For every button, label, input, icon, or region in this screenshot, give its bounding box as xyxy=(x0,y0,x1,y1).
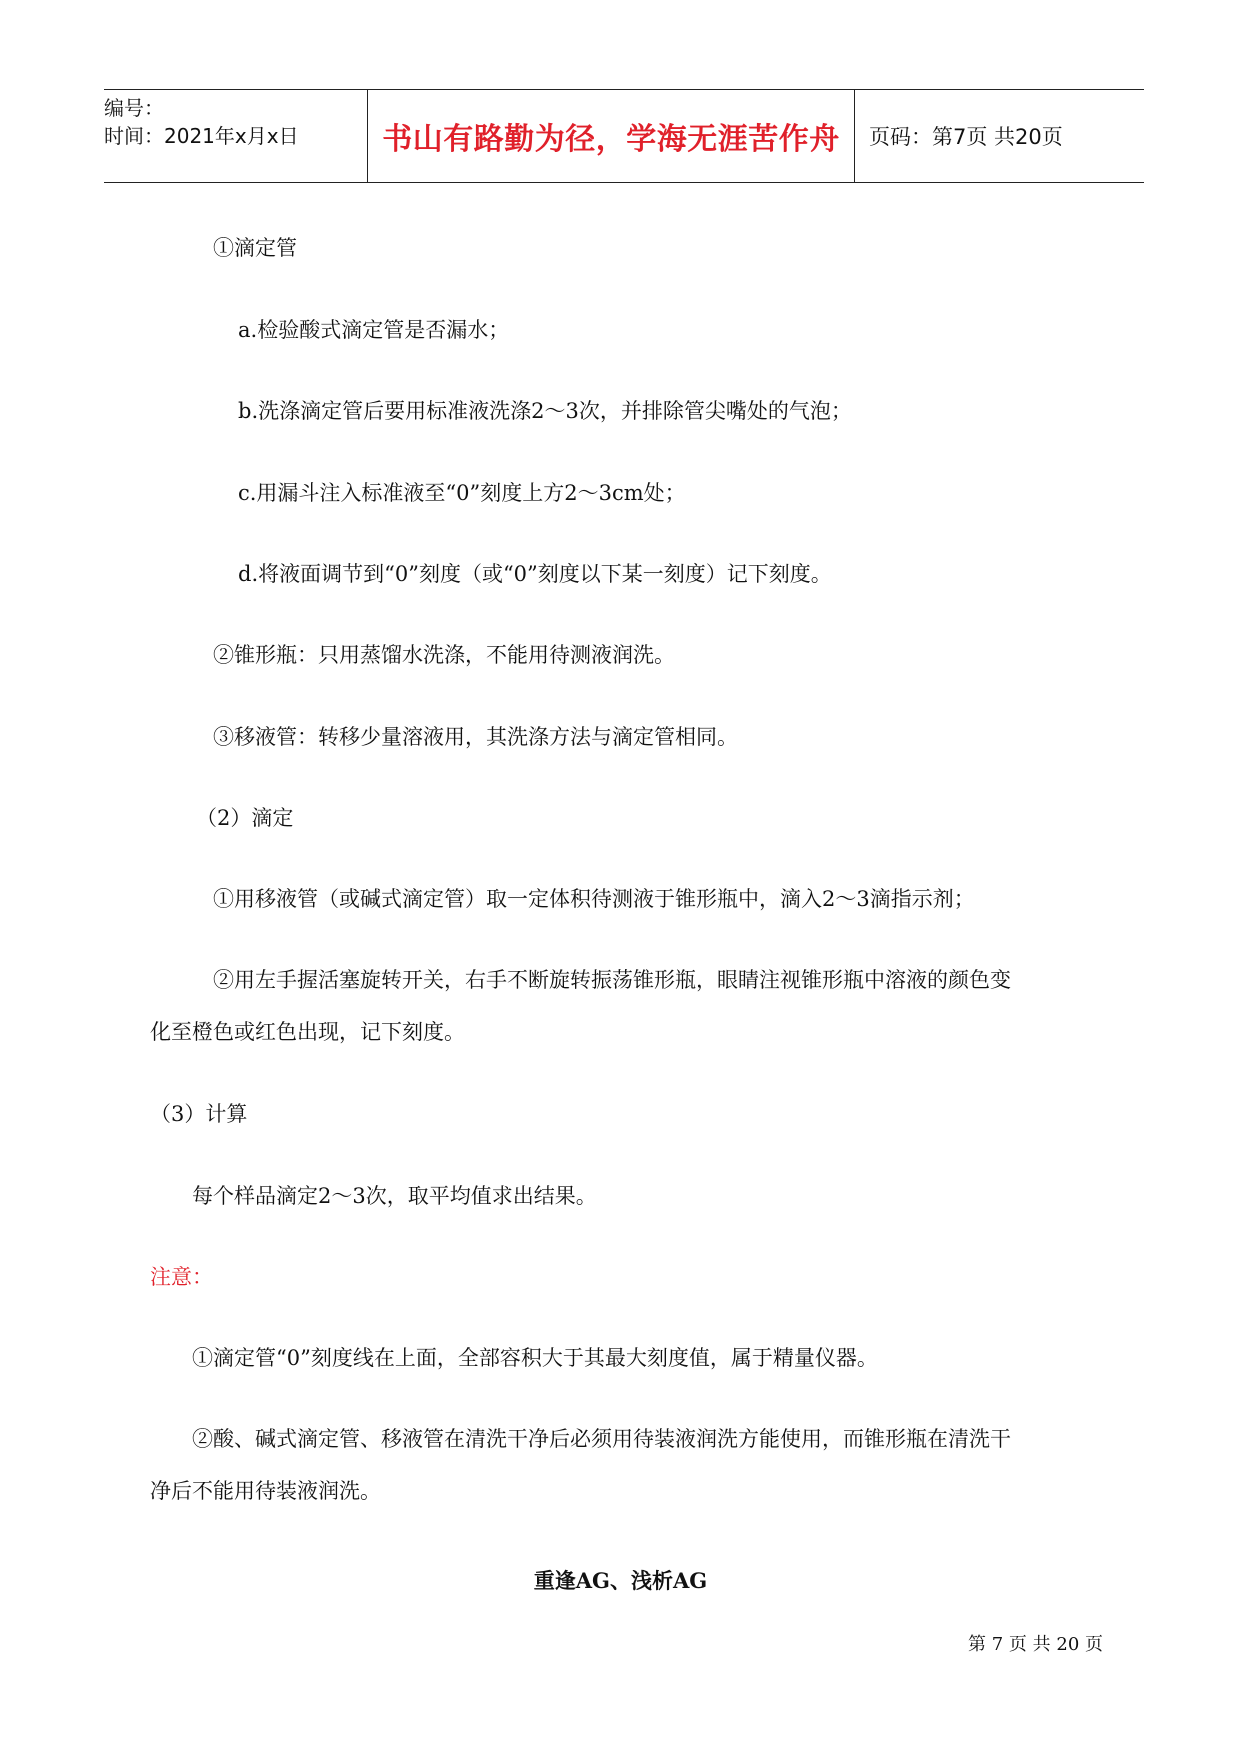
page-header xyxy=(104,89,1144,183)
item1-d: d.将液面调节到“0”刻度（或“0”刻度以下某一刻度）记下刻度。 xyxy=(238,562,832,586)
header-time-label: 时间：2021年x月x日 xyxy=(104,124,299,148)
note2-line1: ②酸、碱式滴定管、移液管在清洗干净后必须用待装液润洗方能使用，而锥形瓶在清洗干 xyxy=(192,1427,1011,1451)
header-number-label: 编号： xyxy=(104,96,164,120)
section2-item2-line2: 化至橙色或红色出现，记下刻度。 xyxy=(150,1020,465,1044)
section2-item2-line1: ②用左手握活塞旋转开关，右手不断旋转振荡锥形瓶，眼睛注视锥形瓶中溶液的颜色变 xyxy=(213,968,1011,992)
item1-b: b.洗涤滴定管后要用标准液洗涤2～3次，并排除管尖嘴处的气泡； xyxy=(238,399,852,423)
footer-page-number: 第 7 页 共 20 页 xyxy=(968,1634,1103,1655)
note2-line2: 净后不能用待装液润洗。 xyxy=(150,1479,381,1503)
item1-title: ①滴定管 xyxy=(213,236,297,260)
section2-heading: （2）滴定 xyxy=(196,806,294,830)
header-motto: 书山有路勤为径，学海无涯苦作舟 xyxy=(382,122,840,157)
section2-item1: ①用移液管（或碱式滴定管）取一定体积待测液于锥形瓶中，滴入2～3滴指示剂； xyxy=(213,887,975,911)
item1-c: c.用漏斗注入标准液至“0”刻度上方2～3cm处； xyxy=(238,481,686,505)
item2: ②锥形瓶：只用蒸馏水洗涤，不能用待测液润洗。 xyxy=(213,643,675,667)
section-heading-ag: 重逢AG、浅析AG xyxy=(533,1568,708,1593)
section3-heading: （3）计算 xyxy=(150,1102,248,1126)
item3: ③移液管：转移少量溶液用，其洗涤方法与滴定管相同。 xyxy=(213,725,738,749)
header-page-code-cell xyxy=(855,90,1144,182)
header-motto-cell xyxy=(367,90,855,182)
header-meta xyxy=(104,90,367,182)
note2 xyxy=(150,1424,1011,1506)
note-label: 注意： xyxy=(150,1265,213,1289)
section3-text: 每个样品滴定2～3次，取平均值求出结果。 xyxy=(192,1184,597,1208)
item1-a: a.检验酸式滴定管是否漏水； xyxy=(238,318,510,342)
header-page-code: 页码：第7页 共20页 xyxy=(869,125,1063,149)
note1: ①滴定管“0”刻度线在上面，全部容积大于其最大刻度值，属于精量仪器。 xyxy=(192,1346,878,1370)
section2-item2 xyxy=(150,965,1011,1047)
